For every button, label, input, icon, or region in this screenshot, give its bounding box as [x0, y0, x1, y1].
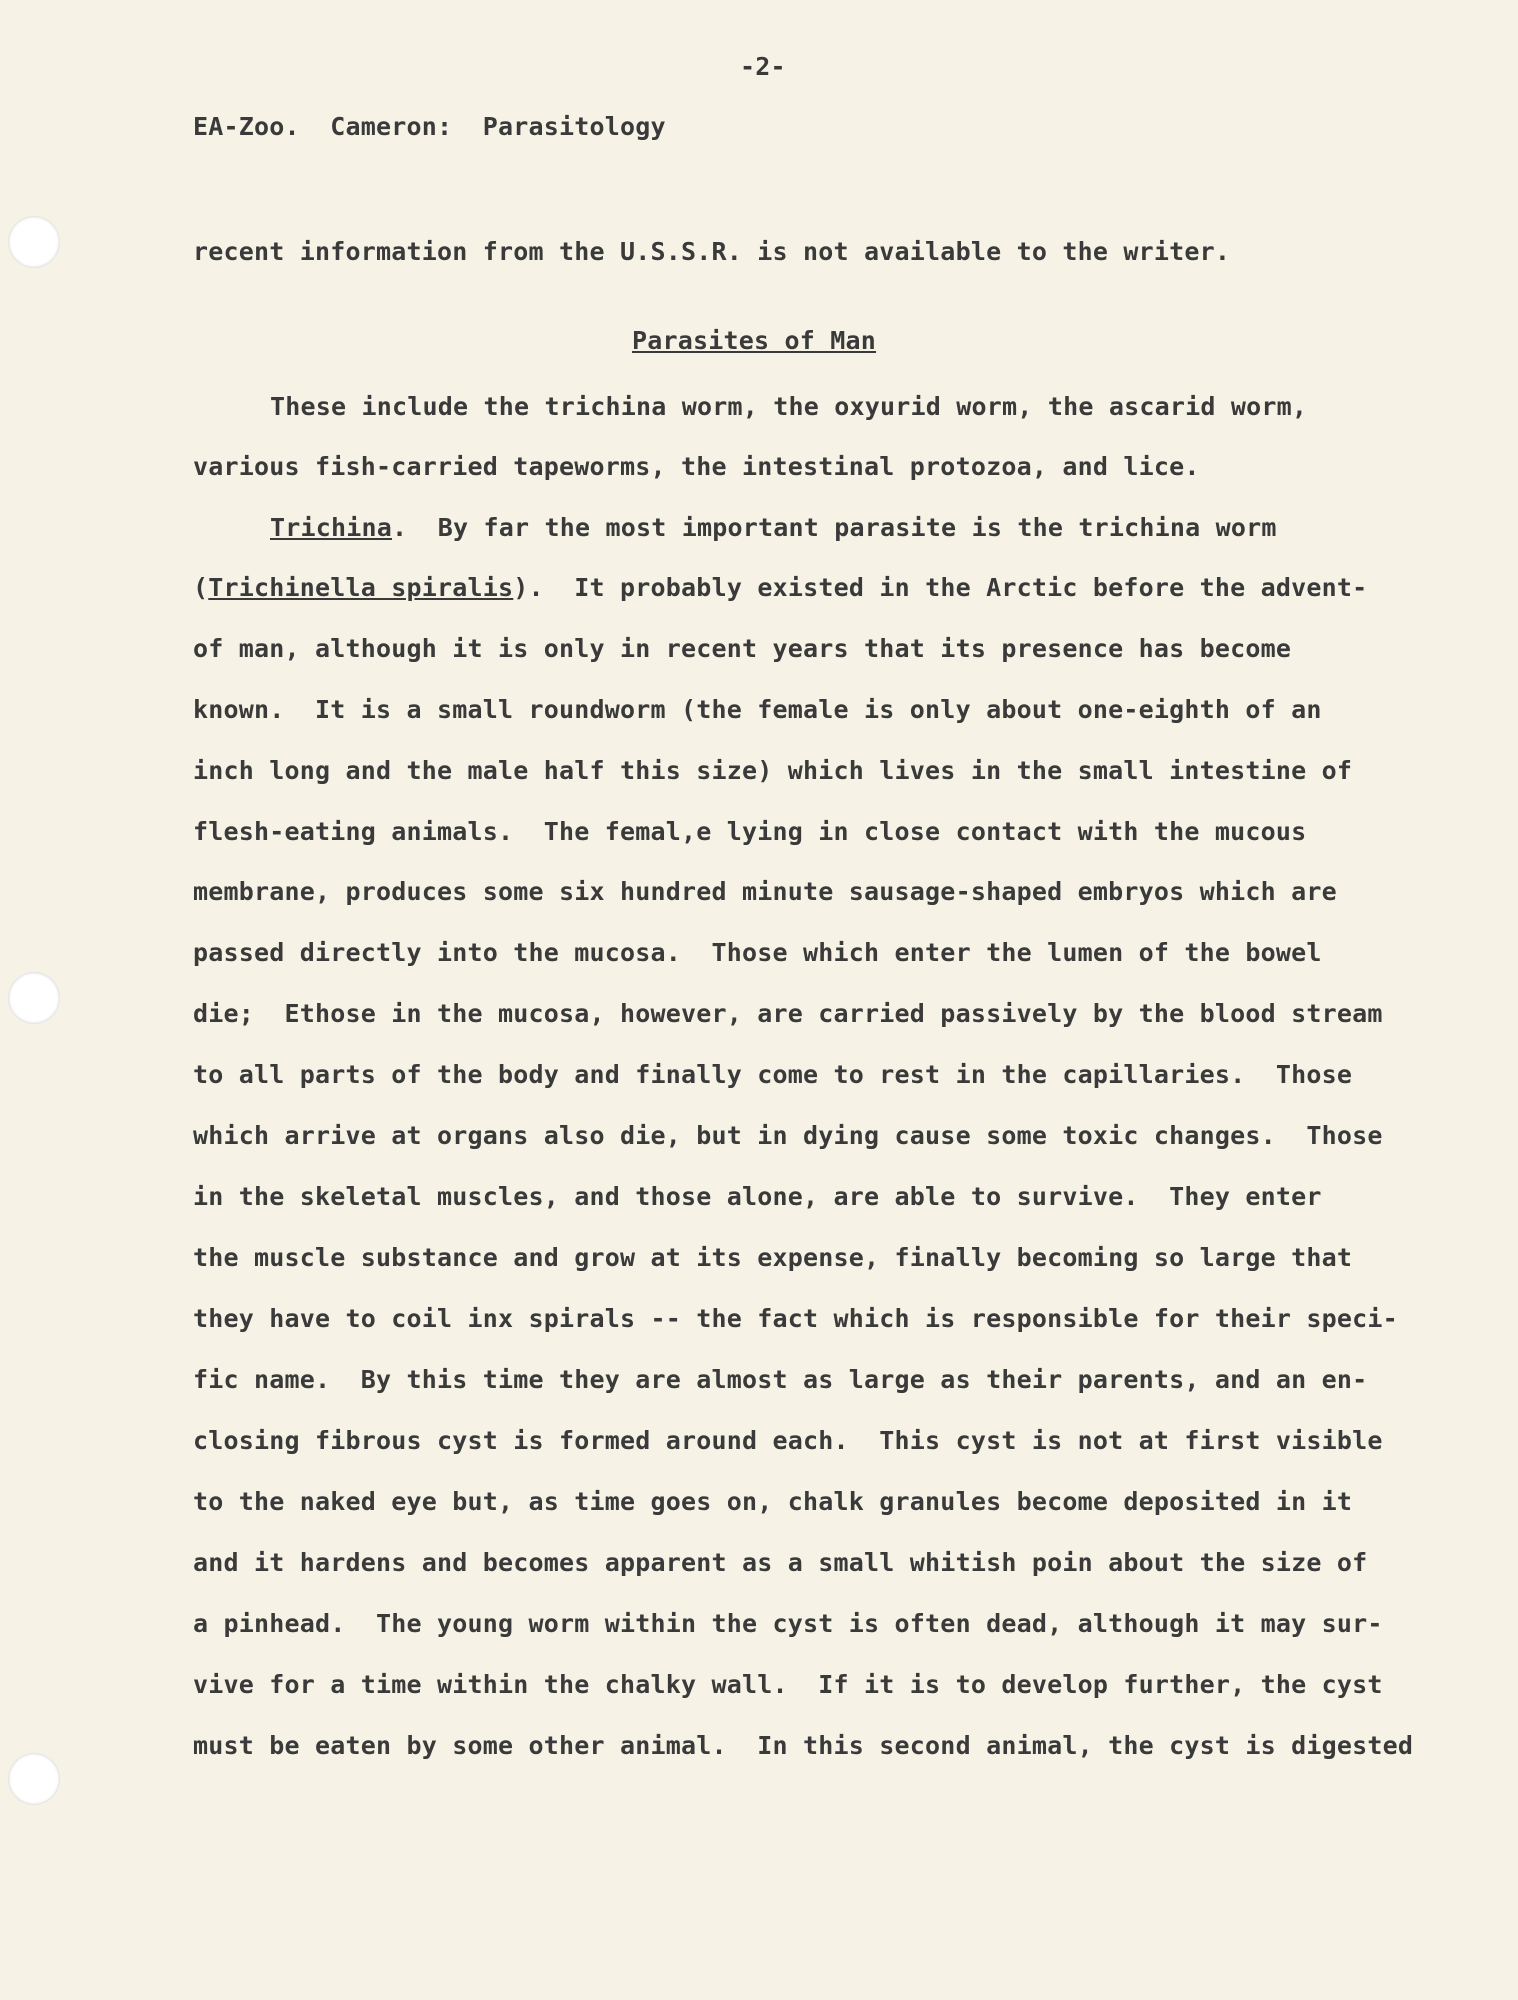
binder-hole — [8, 972, 60, 1024]
body-text: ( — [193, 573, 209, 602]
body-line: must be eaten by some other animal. In this second animal, the cyst is digested — [193, 1731, 1414, 1760]
body-line: vive for a time within the chalky wall. If it is to develop further, the cyst — [193, 1670, 1383, 1699]
body-line: closing fibrous cyst is formed around each. This cyst is not at first visible — [193, 1426, 1383, 1455]
body-line: in the skeletal muscles, and those alone, are able to survive. They enter — [193, 1182, 1322, 1211]
binder-hole — [8, 1753, 60, 1805]
body-line: to all parts of the body and finally come to rest in the capillaries. Those — [193, 1060, 1353, 1089]
trichina-label: Trichina — [270, 513, 393, 542]
body-line: the muscle substance and grow at its expense, finally becoming so large that — [193, 1243, 1353, 1272]
body-line: various fish-carried tapeworms, the intestinal protozoa, and lice. — [193, 452, 1200, 481]
body-line: flesh-eating animals. The femal,e lying in close contact with the mucous — [193, 817, 1307, 846]
body-line: These include the trichina worm, the oxyurid worm, the ascarid worm, — [270, 392, 1308, 421]
section-heading: Parasites of Man — [632, 326, 877, 355]
body-line: a pinhead. The young worm within the cyst is often dead, although it may sur- — [193, 1609, 1383, 1638]
body-line: recent information from the U.S.S.R. is not available to the writer. — [193, 237, 1231, 266]
body-line: passed directly into the mucosa. Those which enter the lumen of the bowel — [193, 938, 1322, 967]
body-line: inch long and the male half this size) which lives in the small intestine of — [193, 756, 1353, 785]
binder-hole — [8, 216, 60, 268]
body-line: which arrive at organs also die, but in dying cause some toxic changes. Those — [193, 1121, 1383, 1150]
body-line: die; Ethose in the mucosa, however, are carried passively by the blood stream — [193, 999, 1383, 1028]
body-line: known. It is a small roundworm (the female is only about one-eighth of an — [193, 695, 1322, 724]
species-name: Trichinella spiralis — [208, 573, 514, 602]
body-line: they have to coil inx spirals -- the fact which is responsible for their speci- — [193, 1304, 1398, 1333]
body-text: ). It probably existed in the Arctic before the advent- — [513, 573, 1368, 602]
body-text: . By far the most important parasite is the trichina worm — [392, 513, 1277, 542]
body-line: to the naked eye but, as time goes on, chalk granules become deposited in it — [193, 1487, 1353, 1516]
body-line: membrane, produces some six hundred minute sausage-shaped embryos which are — [193, 877, 1337, 906]
page-number: -2- — [740, 52, 786, 81]
body-line: fic name. By this time they are almost as large as their parents, and an en- — [193, 1365, 1368, 1394]
body-line: and it hardens and becomes apparent as a small whitish poin about the size of — [193, 1548, 1368, 1577]
body-line — [193, 568, 1367, 608]
document-header: EA-Zoo. Cameron: Parasitology — [193, 112, 666, 141]
paragraph-start — [270, 508, 1277, 548]
body-line: of man, although it is only in recent years that its presence has become — [193, 634, 1292, 663]
